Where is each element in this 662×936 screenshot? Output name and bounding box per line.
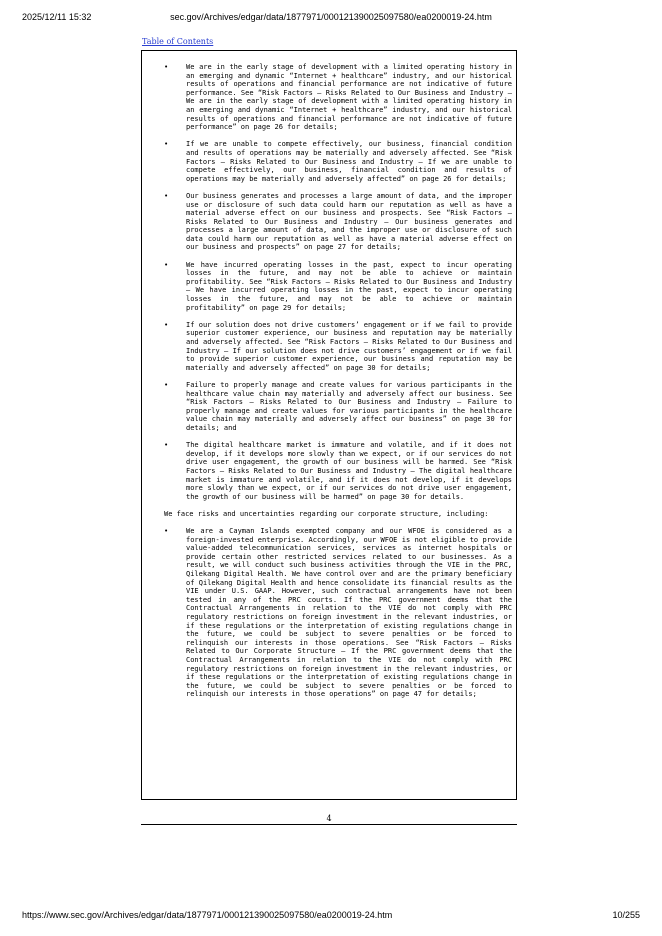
page-number: 4 (326, 814, 332, 823)
list-item (164, 192, 512, 252)
business-risk-list (164, 63, 512, 501)
list-item-text: We are in the early stage of development with a limited operating history in an emerging and dynamic “Internet + healthcare” industry, and our historical results of operations and financial performance are not indicative of future performance. See “Risk Factors — Risks Related to Our Business and Industry — We are in the early stage of development with a limited operating history in an emerging and dynamic “Internet + healthcare” industry, and our historical results of operations and financial performance are not indicative of future performance” on page 26 for details; (186, 63, 512, 132)
list-item (164, 381, 512, 433)
list-item-text: If we are unable to compete effectively, our business, financial condition and results of operations may be materially and adversely affected. See “Risk Factors — Risks Related to Our Business and Industry — If we are unable to compete effectively, our business, financial condition and results of operations may be materially and adversely affected” on page 26 for details; (186, 140, 512, 183)
bullet-icon: • (164, 320, 169, 329)
bullet-icon: • (164, 260, 169, 269)
list-item-text: We are a Cayman Islands exempted company and our WFOE is considered as a foreign-invested enterprise. Accordingly, our WFOE is not eligible to provide value-added telecommunication services, services as internet hospitals or provide certain other restricted services related to our businesses. As a result, we will conduct such business activities through the VIE in the PRC, Qilekang Digital Health. We have control over and are the primary beneficiary of Qilekang Digital Health and hence consolidate its financial results as the VIE under U.S. GAAP. However, such contractual arrangements have not been tested in any of the PRC courts. If the PRC government deems that the Contractual Arrangements in relation to the VIE do not comply with PRC regulatory restrictions on foreign investment in the relevant industries, or if these regulations or the interpretation of existing regulations change in the future, we could be subject to severe penalties or be forced to relinquish our interests in those operations. See “Risk Factors — Risks Related to Our Corporate Structure — If the PRC government deems that the Contractual Arrangements in relation to the VIE do not comply with PRC regulatory restrictions on foreign investment in the relevant industries, or if these regulations or the interpretation of existing regulations change in the future, we could be subject to severe penalties or be forced to relinquish our interests in those operations” on page 47 for details; (186, 527, 512, 699)
table-of-contents-link[interactable]: Table of Contents (142, 37, 214, 46)
corporate-risk-list (164, 527, 512, 699)
document-content (141, 50, 517, 800)
print-page-indicator: 10/255 (612, 910, 640, 920)
bullet-icon: • (164, 63, 169, 71)
bullet-icon: • (164, 191, 169, 200)
list-item-text: Failure to properly manage and create values for various participants in the healthcare value chain may materially and adversely affect our business. See “Risk Factors — Risks Related to Our Business and Industry — Failure to properly manage and create values for various participants in the healthcare value chain may materially and adversely affect our business” on page 30 for details; and (186, 380, 512, 432)
list-item-text: The digital healthcare market is immature and volatile, and if it does not develop, if it develops more slowly than we expect, or if our services do not drive user engagement, the growth of our business will be harmed. See “Risk Factors — Risks Related to Our Business and Industry — The digital healthcare market is immature and volatile, and if it does not develop, if it develops more slowly than we expect, or if our services do not drive user engagement, the growth of our business will be harmed” on page 30 for details. (186, 441, 512, 501)
corporate-structure-intro: We face risks and uncertainties regarding our corporate structure, including: (164, 509, 489, 518)
print-page-title: sec.gov/Archives/edgar/data/1877971/000121390025097580/ea0200019-24.htm (170, 12, 492, 22)
list-item-text: If our solution does not drive customers’ engagement or if we fail to provide superior customer experience, our business and reputation may be materially and adversely affected. See “Risk Factors — Risks Related to Our Business and Industry — If our solution does not drive customers’ engagement or if we fail to provide superior customer experience, our business and reputation may be materially and adversely affected” on page 30 for details; (186, 320, 512, 372)
page-divider (141, 824, 517, 825)
list-item (164, 441, 512, 501)
list-item-text: Our business generates and processes a large amount of data, and the improper use or disclosure of such data could harm our reputation as well as have a material adverse effect on our business and prospects. See “Risk Factors — Risks Related to Our Business and Industry — Our business generates and processes a large amount of data, and the improper use or disclosure of such data could harm our reputation as well as have a material adverse effect on our business and prospects” on page 27 for details; (186, 191, 512, 252)
bullet-icon: • (164, 441, 169, 450)
bullet-icon: • (164, 527, 169, 536)
browser-print-footer (22, 910, 640, 924)
print-url: https://www.sec.gov/Archives/edgar/data/1877971/000121390025097580/ea0200019-24.htm (22, 910, 393, 920)
list-item (164, 63, 512, 132)
list-item (164, 527, 512, 699)
bullet-icon: • (164, 140, 169, 149)
list-item-text: We have incurred operating losses in the past, expect to incur operating losses in the future, and may not be able to achieve or maintain profitability. See “Risk Factors — Risks Related to Our Business and Industry — We have incurred operating losses in the past, expect to incur operating losses in the future, and may not be able to achieve or maintain profitability” on page 29 for details; (186, 260, 512, 312)
list-item (164, 321, 512, 373)
list-item (164, 261, 512, 313)
browser-print-header (22, 12, 640, 26)
list-item (164, 140, 512, 183)
bullet-icon: • (164, 380, 169, 389)
print-datetime: 2025/12/11 15:32 (22, 12, 92, 22)
